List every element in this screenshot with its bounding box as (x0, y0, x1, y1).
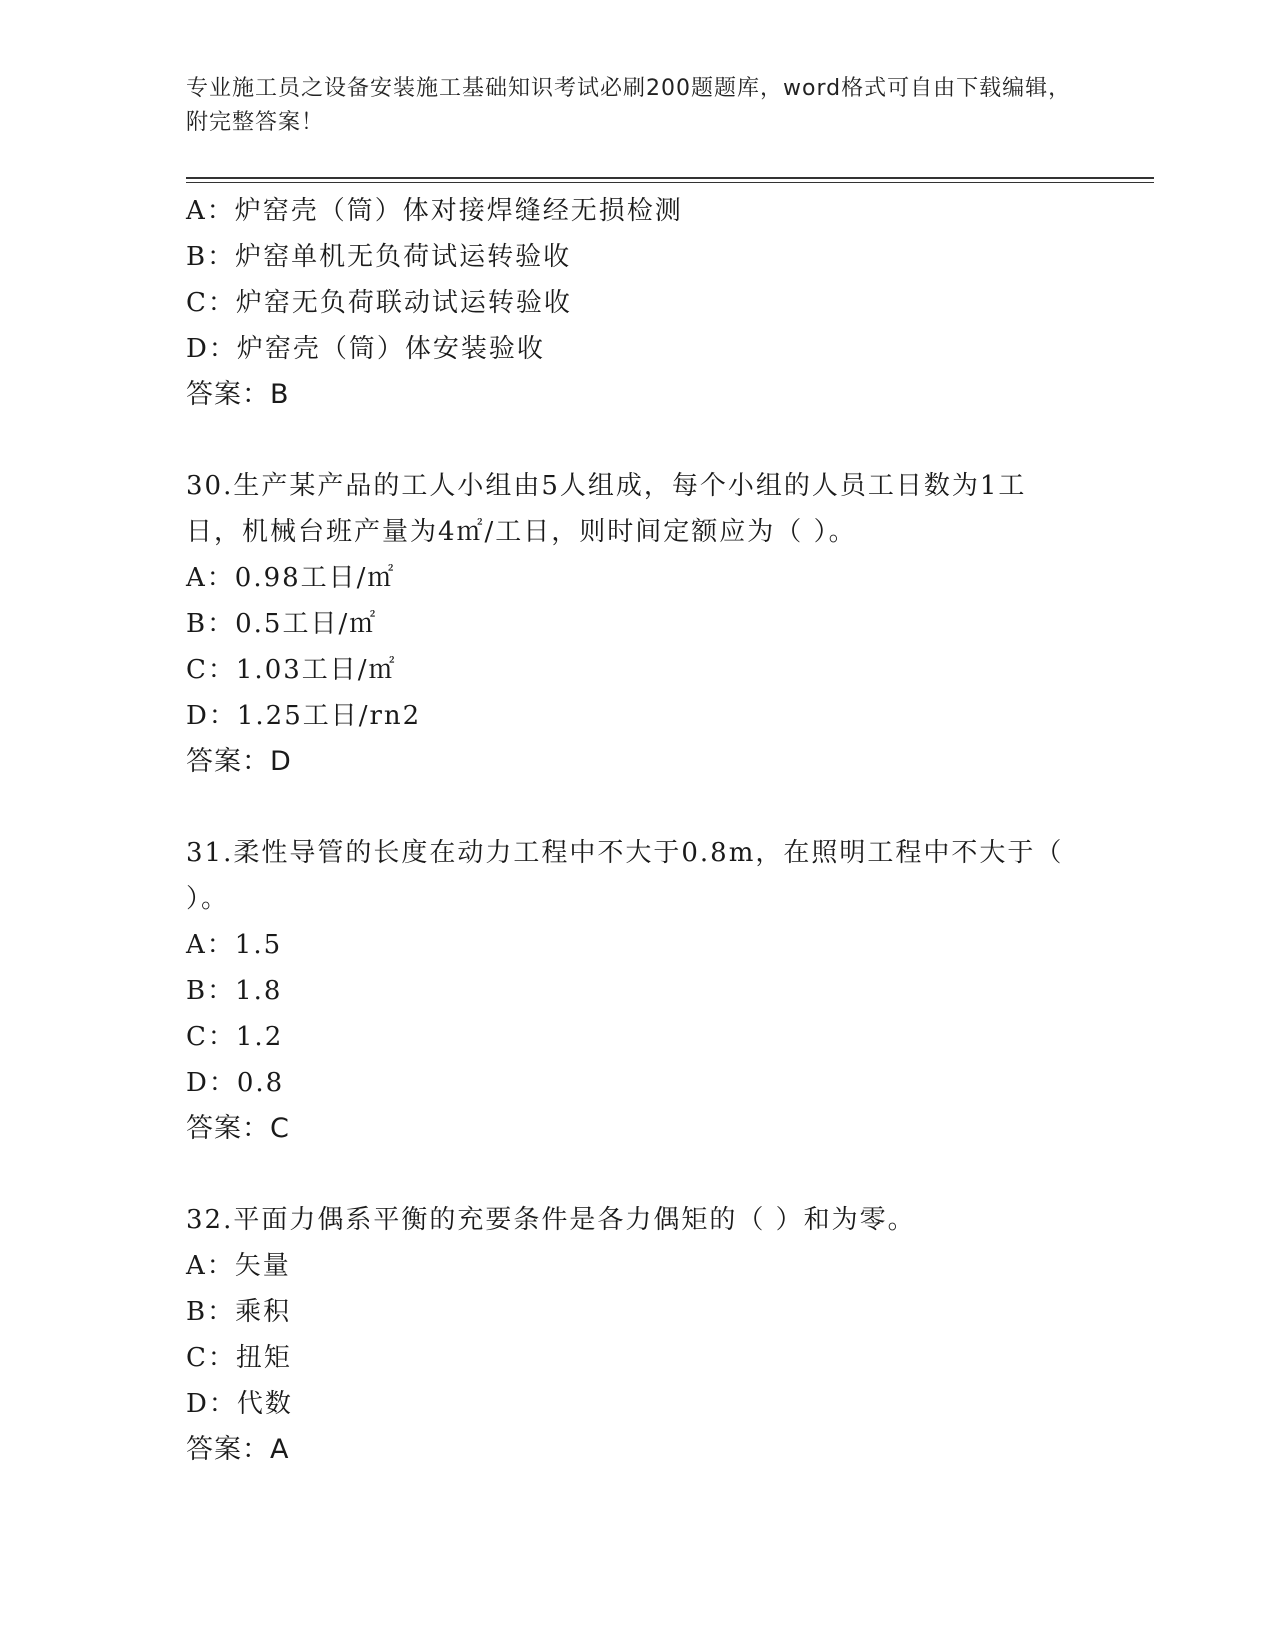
option-b: B：1.8 (186, 976, 283, 1006)
option-d: D：炉窑壳（筒）体安装验收 (186, 334, 545, 364)
question-30 (186, 463, 1086, 785)
question-32 (186, 1197, 1086, 1473)
option-d: D：0.8 (186, 1068, 285, 1098)
header-divider (186, 177, 1154, 179)
answer-line: 答案：C (186, 1113, 290, 1144)
option-b: B：0.5工日/㎡ (186, 609, 378, 639)
spacer (186, 1152, 1086, 1197)
question-stem: 30.生产某产品的工人小组由5人组成，每个小组的人员工日数为1工日，机械台班产量为4㎡/工日，则时间定额应为（ ）。 (186, 471, 1027, 547)
question-stem: 32.平面力偶系平衡的充要条件是各力偶矩的（ ）和为零。 (186, 1205, 916, 1235)
option-c: C：炉窑无负荷联动试运转验收 (186, 288, 572, 318)
answer-line: 答案：B (186, 379, 290, 410)
option-c: C：1.03工日/㎡ (186, 655, 397, 685)
spacer (186, 785, 1086, 830)
spacer (186, 418, 1086, 463)
option-a: A：1.5 (186, 930, 283, 960)
option-a: A：炉窑壳（筒）体对接焊缝经无损检测 (186, 196, 683, 226)
answer-line: 答案：D (186, 746, 292, 777)
option-c: C：1.2 (186, 1022, 284, 1052)
carryover-question (186, 188, 1086, 418)
option-a: A：0.98工日/㎡ (186, 563, 396, 593)
option-b: B：炉窑单机无负荷试运转验收 (186, 242, 572, 272)
option-d: D：1.25工日/rn2 (186, 701, 422, 731)
question-list (186, 188, 1086, 1473)
option-d: D：代数 (186, 1389, 293, 1419)
document-header: 专业施工员之设备安装施工基础知识考试必刷200题题库，word格式可自由下载编辑，附完整答案！ (186, 76, 1072, 135)
option-c: C：扭矩 (186, 1343, 292, 1373)
answer-line: 答案：A (186, 1434, 290, 1465)
question-31 (186, 830, 1086, 1152)
option-a: A：矢量 (186, 1251, 291, 1281)
question-stem: 31.柔性导管的长度在动力工程中不大于0.8m，在照明工程中不大于（ ）。 (186, 838, 1064, 914)
option-b: B：乘积 (186, 1297, 292, 1327)
header-divider-thin (186, 182, 1154, 183)
